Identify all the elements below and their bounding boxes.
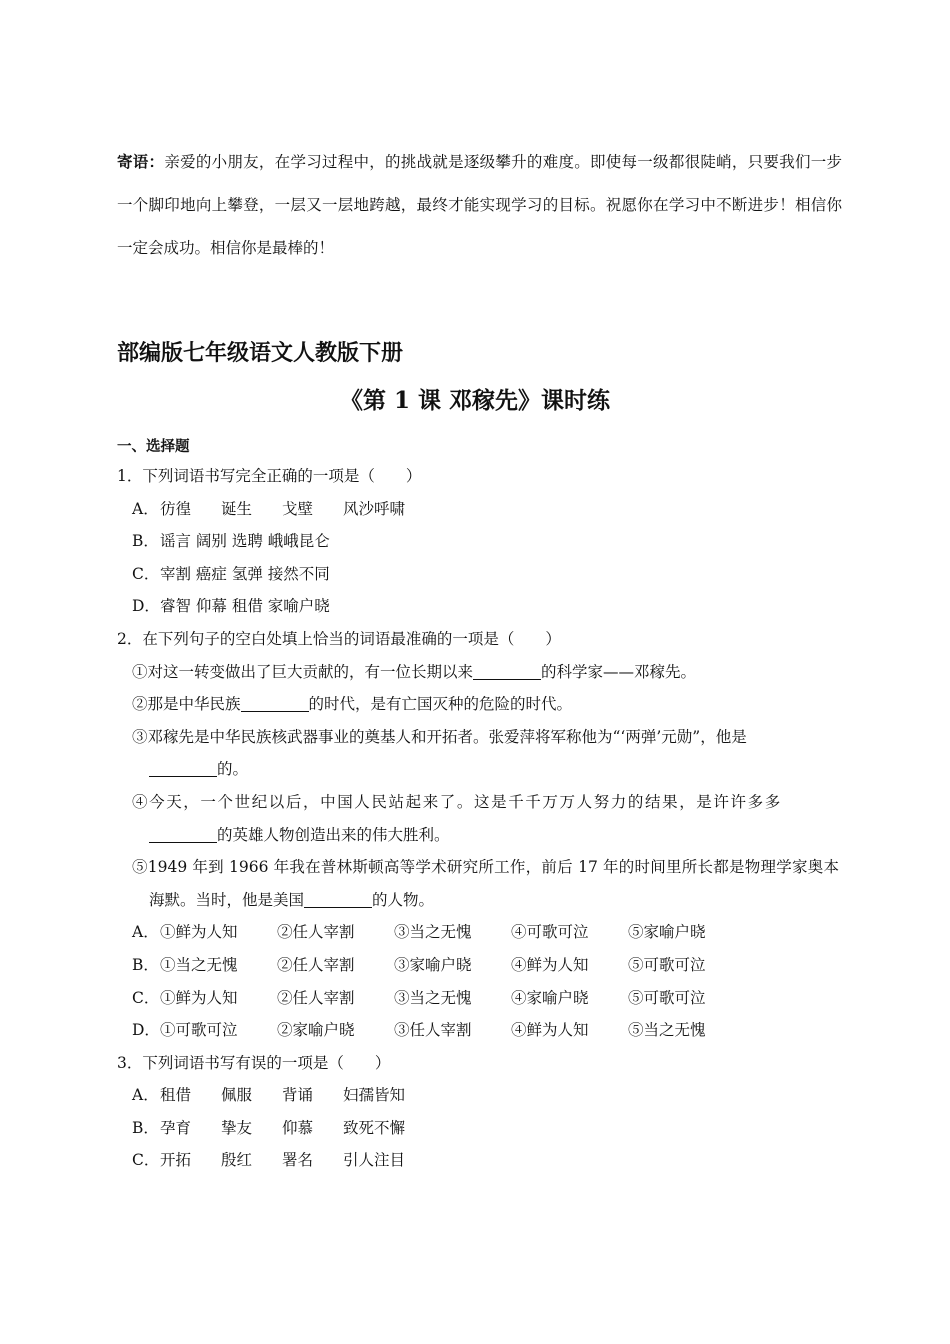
sentence-text: ③邓稼先是中华民族核武器事业的奠基人和开拓者。张爱萍将军称他为“‘两弹’元勋”，他是 (132, 727, 747, 746)
option-word: 署名 (282, 1151, 314, 1170)
option-word: 诞生 (221, 499, 253, 518)
option-word: ⑤可歌可泣 (628, 955, 706, 974)
option-words: 宰割 癌症 氢弹 接然不同 (160, 564, 330, 583)
option-word: ④鲜为人知 (511, 1021, 589, 1040)
question-2-option-a (117, 916, 839, 949)
option-word: 开拓 (160, 1151, 192, 1170)
question-3-option-b (117, 1112, 839, 1145)
option-word: 挚友 (221, 1118, 253, 1137)
intro-label: 寄语： (117, 152, 165, 171)
question-2-option-b (117, 949, 839, 982)
intro-paragraph (117, 140, 842, 270)
question-2-sentence-4 (117, 786, 839, 851)
option-word: ①鲜为人知 (160, 988, 238, 1007)
section-heading: 一、选择题 (117, 438, 190, 455)
question-1-option-d (117, 590, 839, 623)
option-word: ⑤当之无愧 (628, 1021, 706, 1040)
option-word: 租借 (160, 1086, 192, 1105)
option-word: 殷红 (221, 1151, 253, 1170)
option-word: ⑤可歌可泣 (628, 988, 706, 1007)
lesson-title: 《第 1 课 邓稼先》课时练 (339, 387, 611, 414)
sentence-text: 的人物。 (372, 890, 435, 909)
option-word: ②任人宰割 (277, 955, 355, 974)
question-1-option-a (117, 493, 839, 526)
fill-blank (149, 826, 217, 843)
option-word: ③当之无愧 (394, 923, 472, 942)
question-1-stem: 1．下列词语书写完全正确的一项是（ ） (117, 467, 422, 485)
option-word: ①鲜为人知 (160, 923, 238, 942)
intro-text: 亲爱的小朋友，在学习过程中，的挑战就是逐级攀升的难度。即使每一级都很陡峭，只要我们一步一个脚印地向上攀登，一层又一层地跨越，最终才能实现学习的目标。祝愿你在学习中不断进步！相信你一定会成功。相信你是最棒的！ (117, 153, 842, 257)
option-word: 戈壁 (282, 499, 314, 518)
option-letter: C． (132, 1151, 160, 1170)
option-word: ①当之无愧 (160, 955, 238, 974)
sentence-text: ②那是中华民族 (132, 695, 241, 714)
option-word: 佩服 (221, 1086, 253, 1105)
question-2-sentence-5 (117, 851, 839, 916)
option-word: 彷徨 (160, 499, 192, 518)
question-3-stem: 3．下列词语书写有误的一项是（ ） (117, 1053, 391, 1072)
sentence-text: 的时代，是有亡国灭种的危险的时代。 (308, 695, 573, 714)
option-letter: B． (132, 955, 159, 974)
question-2-sentence-1 (117, 656, 839, 689)
question-1-option-c (117, 558, 839, 591)
option-letter: A． (132, 1086, 159, 1105)
option-word: 孕育 (160, 1118, 192, 1137)
option-word: ⑤家喻户晓 (628, 923, 706, 942)
option-words: 谣言 阔别 选聘 峨峨昆仑 (160, 532, 330, 551)
question-3-option-c (117, 1144, 839, 1177)
option-word: ②任人宰割 (277, 923, 355, 942)
option-word: ④鲜为人知 (511, 955, 589, 974)
option-word: ②任人宰割 (277, 988, 355, 1007)
option-letter: D． (132, 1021, 160, 1040)
option-letter: B． (132, 532, 159, 551)
option-letter: A． (132, 923, 159, 942)
question-1-option-b (117, 525, 839, 558)
option-word: ③任人宰割 (394, 1021, 472, 1040)
option-word: ①可歌可泣 (160, 1021, 238, 1040)
option-word: ④家喻户晓 (511, 988, 589, 1007)
option-word: 风沙呼啸 (343, 499, 406, 518)
option-words: 睿智 仰幕 租借 家喻户晓 (160, 597, 330, 616)
sentence-text: 的英雄人物创造出来的伟大胜利。 (217, 825, 450, 844)
question-2-sentence-2 (117, 688, 839, 721)
question-2-sentence-3 (117, 721, 839, 786)
option-word: 妇孺皆知 (343, 1086, 406, 1105)
document-title: 部编版七年级语文人教版下册 (117, 340, 404, 366)
sentence-text: ⑤1949 年到 1966 年我在普林斯顿高等学术研究所工作，前后 17 年的时间里所长都是物理学家奥本海默。当时，他是美国 (132, 858, 839, 909)
option-word: 致死不懈 (343, 1118, 406, 1137)
option-word: ②家喻户晓 (277, 1021, 355, 1040)
option-letter: B． (132, 1118, 159, 1137)
sentence-text: 的科学家——邓稼先。 (541, 662, 697, 681)
option-word: 仰慕 (282, 1118, 314, 1137)
exercise-content (117, 434, 839, 1177)
option-letter: D． (132, 597, 160, 616)
question-2-option-d (117, 1014, 839, 1047)
option-letter: C． (132, 564, 160, 583)
sentence-text: ①对这一转变做出了巨大贡献的，有一位长期以来 (132, 662, 474, 681)
option-word: ③当之无愧 (394, 988, 472, 1007)
option-word: 背诵 (282, 1086, 314, 1105)
option-word: ④可歌可泣 (511, 923, 589, 942)
fill-blank (473, 663, 541, 680)
question-2-stem: 2．在下列句子的空白处填上恰当的词语最准确的一项是（ ） (117, 629, 561, 648)
option-word: ③家喻户晓 (394, 955, 472, 974)
question-3-option-a (117, 1079, 839, 1112)
option-word: 引人注目 (343, 1151, 406, 1170)
option-letter: C． (132, 988, 160, 1007)
fill-blank (241, 696, 309, 713)
fill-blank (304, 891, 372, 908)
question-2-option-c (117, 982, 839, 1015)
sentence-text: 的。 (217, 760, 249, 779)
fill-blank (149, 761, 217, 778)
option-letter: A． (132, 499, 159, 518)
sentence-text: ④今天，一个世纪以后，中国人民站起来了。这是千千万万人努力的结果，是许许多多 (132, 792, 782, 811)
